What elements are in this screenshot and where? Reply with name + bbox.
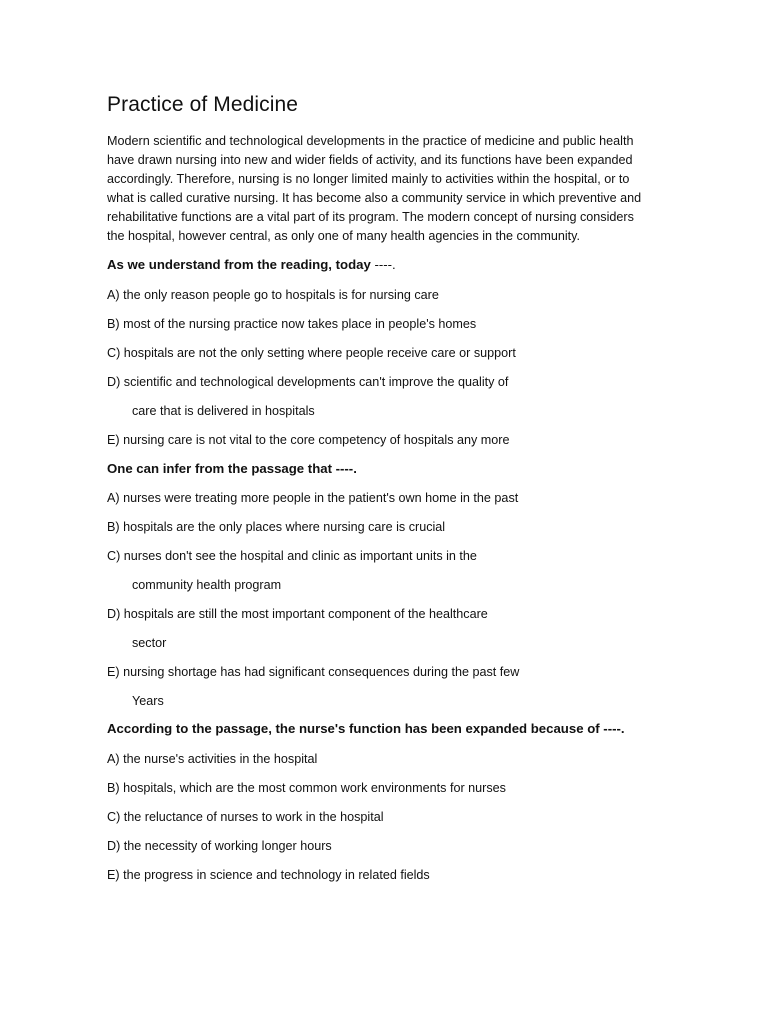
question-2-option-a: A) nurses were treating more people in the patient's own home in the past xyxy=(107,491,519,505)
question-3-stem: According to the passage, the nurse's function has been expanded because of ----. xyxy=(107,721,625,736)
question-3-option-e: E) the progress in science and technology in related fields xyxy=(107,868,430,882)
question-2-option-e-continued: Years xyxy=(132,694,164,708)
question-1-option-a: A) the only reason people go to hospitals is for nursing care xyxy=(107,288,439,302)
question-1-stem-suffix: ----. xyxy=(374,257,396,272)
question-2-stem: One can infer from the passage that ----. xyxy=(107,461,357,476)
question-2-option-c-continued: community health program xyxy=(132,578,282,592)
reading-passage: Modern scientific and technological developments in the practice of medicine and public health have drawn nursing into new and wider fields of activity, and its functions have been expanded accordingly. Therefore, nursing is no longer limited mainly to activities within the hospital, or to what is called curative nursing. It has become also a community service in which preventive and rehabilitative functions are a vital part of its program. The modern concept of nursing considers the hospital, however central, as only one of many health agencies in the community. xyxy=(107,134,642,243)
question-3-option-a: A) the nurse's activities in the hospital xyxy=(107,752,318,766)
question-3-option-b: B) hospitals, which are the most common work environments for nurses xyxy=(107,781,506,795)
question-1-option-d: D) scientific and technological developments can't improve the quality of xyxy=(107,375,509,389)
question-1-option-c: C) hospitals are not the only setting where people receive care or support xyxy=(107,346,516,360)
question-3-option-d: D) the necessity of working longer hours xyxy=(107,839,332,853)
question-2-option-c: C) nurses don't see the hospital and clinic as important units in the xyxy=(107,549,477,563)
question-1-option-e: E) nursing care is not vital to the core competency of hospitals any more xyxy=(107,433,510,447)
question-2-option-d-continued: sector xyxy=(132,636,167,650)
question-2-option-b: B) hospitals are the only places where nursing care is crucial xyxy=(107,520,446,534)
question-1-stem xyxy=(107,257,396,273)
page-title: Practice of Medicine xyxy=(107,93,299,116)
question-3-option-c: C) the reluctance of nurses to work in the hospital xyxy=(107,810,384,824)
document-page xyxy=(107,0,667,1024)
question-1-option-d-continued: care that is delivered in hospitals xyxy=(132,404,315,418)
question-2-option-d: D) hospitals are still the most important component of the healthcare xyxy=(107,607,488,621)
question-2-option-e: E) nursing shortage has had significant consequences during the past few xyxy=(107,665,520,679)
question-1-option-b: B) most of the nursing practice now takes place in people's homes xyxy=(107,317,477,331)
question-1-stem-text: As we understand from the reading, today xyxy=(107,257,371,272)
